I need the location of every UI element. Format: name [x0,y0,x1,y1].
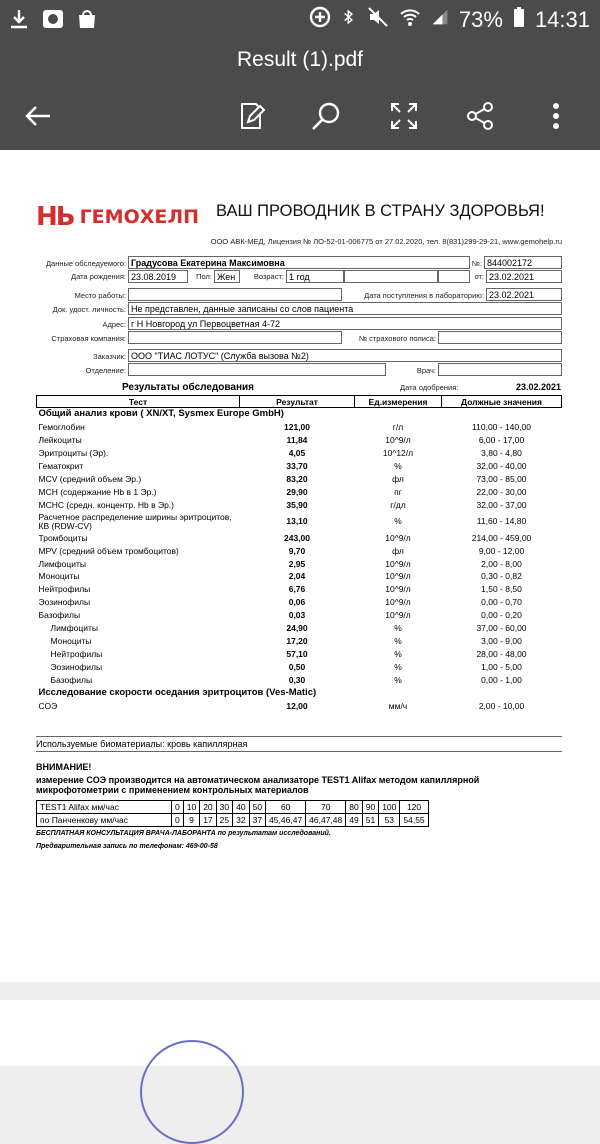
table-row [37,700,562,713]
reference-cell: 3,00 - 9,00 [481,636,522,647]
unit-cell: пг [394,486,402,497]
test-cell: МСНС (средн. концентр. Hb в Эр.) [38,499,174,510]
unit-cell: 10^9/л [385,558,411,569]
unit-cell: % [394,516,402,527]
test-cell: MPV (средний объем тромбоцитов) [38,545,179,556]
conversion-cell: 40 [233,801,249,814]
result-cell: 0,50 [288,662,306,673]
test-cell: Расчетное распределение ширины эритроцитов, КВ (RDW-CV) [38,511,232,531]
reference-cell: 22,00 - 30,00 [476,486,527,497]
logo-text: ГЕМОХЕЛП [79,206,200,228]
unit-cell: 10^9/л [385,597,411,608]
result-cell: 2,04 [288,571,306,582]
test-cell: Тромбоциты [38,532,88,543]
conversion-cell: 49 [346,814,362,827]
result-cell: 57,10 [286,649,308,660]
unit-cell: 10^9/л [385,584,411,595]
label-work: Место работы: [74,291,126,300]
edit-button[interactable] [232,96,272,136]
patient-name: Градусова Екатерина Максимовна [128,256,470,269]
empty-field [344,270,438,283]
reference-cell: 6,00 - 17,00 [478,434,525,445]
conversion-cell: 45,46,47 [266,814,306,827]
work-field [128,288,342,301]
label-doctor: Врач: [416,366,436,375]
expand-icon [388,100,420,132]
result-cell: 24,90 [286,623,308,634]
more-vert-icon [540,100,572,132]
sex: Жен [214,270,240,283]
reference-cell: 37,00 - 60,00 [476,623,527,634]
result-cell: 0,06 [288,597,306,608]
policy-field [438,331,562,344]
result-cell: 12,00 [286,701,308,712]
test-cell: Эритроциты (Эр). [38,447,109,458]
id-doc: Не представлен, данные записаны со слов пациента [128,302,562,315]
unit-cell: 10^9/л [385,571,411,582]
doctor-field [438,363,562,376]
result-cell: 0,03 [288,610,306,621]
label-no: №: [471,259,482,268]
conversion-cell: 0 [172,801,184,814]
table-row [37,635,562,648]
department-field [128,363,386,376]
conversion-cell: 100 [379,801,400,814]
conversion-cell: 10 [183,801,199,814]
birth-date: 23.08.2019 [128,270,188,283]
order-number: 844002172 [484,256,562,269]
table-row [37,532,562,545]
group-title-esr: Исследование скорости оседания эритроцитов (Ves-Matic) [38,687,317,699]
reference-cell: 214,00 - 459,00 [471,532,532,543]
conversion-cell: 37 [249,814,265,827]
result-cell: 4,05 [288,447,306,458]
conversion-cell: 90 [362,801,378,814]
test-cell: Базофилы [50,675,93,686]
reference-cell: 1,00 - 5,00 [481,662,522,673]
unit-cell: г/л [392,421,404,432]
reference-cell: 0,00 - 1,00 [481,675,522,686]
table-row [37,558,562,571]
test-cell: Базофилы [38,610,81,621]
test-cell: Нейтрофилы [50,649,103,660]
conversion-cell: 120 [400,801,428,814]
conversion-row-label: TEST1 Alifax мм/час [37,801,172,814]
test-cell: Лимфоциты [38,558,87,569]
label-sex: Пол: [196,272,212,281]
reference-cell: 32,00 - 37,00 [476,499,527,510]
conversion-table [36,800,429,827]
table-row [37,499,562,512]
conversion-cell: 53 [379,814,400,827]
unit-cell: 10^12/л [382,447,414,458]
unit-cell: фл [392,545,404,556]
table-row [37,512,562,532]
signal-icon [431,6,449,34]
col-header-result: Результат [240,396,355,408]
table-row [37,674,562,687]
table-row [37,583,562,596]
unit-cell: г/дл [390,499,406,510]
attention-title: ВНИМАНИЕ! [36,762,92,772]
reference-cell: 11,60 - 14,80 [476,516,527,527]
consultation-note: БЕСПЛАТНАЯ КОНСУЛЬТАЦИЯ ВРАЧА-ЛАБОРАНТА по результатам исследований. [36,830,331,837]
reference-cell: 0,00 - 0,70 [481,597,522,608]
reference-cell: 1,50 - 8,50 [481,584,522,595]
label-lab-date: Дата поступления в лабораторию: [364,291,484,300]
conversion-cell: 54,55 [400,814,428,827]
conversion-cell: 25 [216,814,232,827]
share-button[interactable] [460,96,500,136]
battery-icon [513,6,525,34]
reference-cell: 110,00 - 140,00 [472,421,531,432]
reference-cell: 2,00 - 10,00 [478,701,525,712]
back-arrow-icon [22,100,54,132]
col-header-reference: Должные значения [442,396,562,408]
result-cell: 6,76 [288,584,306,595]
license-line: ООО АВК-МЕД, Лицензия № ЛО-52-01-006775 от 27.02.2020, тел. 8(831)299-29-21, www.gemohelp.ru [210,237,562,246]
unit-cell: % [394,636,402,647]
result-cell: 243,00 [284,532,310,543]
bluetooth-icon [341,6,357,34]
reference-cell: 32,00 - 40,00 [476,460,527,471]
address: г Н Новгород ул Первоцветная 4-72 [128,317,562,330]
conversion-cell: 9 [183,814,199,827]
result-cell: 35,90 [286,499,308,510]
appointment-note: Предварительная запись по телефонам: 469-00-58 [36,843,218,850]
conversion-row [37,801,429,814]
reference-cell: 2,00 - 8,00 [481,558,522,569]
wifi-icon [399,6,421,34]
table-row [37,447,562,460]
conversion-row-label: по Панченкову мм/час [37,814,172,827]
table-row [37,434,562,447]
approval-date: 23.02.2021 [516,382,562,392]
download-icon [8,8,30,30]
reference-cell: 3,80 - 4,80 [481,447,522,458]
camera-app-icon [42,8,64,30]
unit-cell: фл [392,473,404,484]
results-table [36,395,562,713]
label-id-doc: Док. удост. личность: [52,305,126,314]
test-cell: Нейтрофилы [38,584,91,595]
conversion-cell: 17 [200,814,216,827]
fullscreen-button[interactable] [384,96,424,136]
edit-document-icon [236,100,268,132]
conversion-cell: 46,47,48 [306,814,346,827]
customer: ООО "ТИАС ЛОТУС" (Служба вызова №2) [128,349,562,362]
conversion-cell: 80 [346,801,362,814]
data-saver-icon [309,6,331,34]
table-row [37,661,562,674]
label-policy: № страхового полиса: [358,334,436,343]
col-header-test: Тест [37,396,240,408]
result-cell: 2,95 [288,558,306,569]
unit-cell: мм/ч [388,701,408,712]
result-cell: 0,30 [288,675,306,686]
seal-stamp [140,1040,244,1144]
logo-mark: НЬ [36,202,74,232]
biomaterial-line: Используемые биоматериалы: кровь капиллярная [36,736,562,752]
lab-date: 23.02.2021 [486,288,562,301]
test-cell: Лейкоциты [38,434,82,445]
gemohelp-logo [36,202,199,232]
table-row [37,648,562,661]
reference-cell: 0,00 - 0,20 [481,610,522,621]
battery-percent: 73% [458,7,503,32]
col-header-unit: Ед.измерения [355,396,442,408]
reference-cell: 9,00 - 12,00 [478,545,525,556]
label-from: от: [474,272,484,281]
result-cell: 9,70 [288,545,306,556]
table-row [37,622,562,635]
table-row [37,473,562,486]
insurer-field [128,331,342,344]
table-row [37,609,562,622]
unit-cell: 10^9/л [385,610,411,621]
clock: 14:31 [534,7,590,32]
group-title-cbc: Общий анализ крови ( XN/XT, Sysmex Europe GmbH) [38,408,284,419]
table-row [37,545,562,558]
conversion-cell: 0 [172,814,184,827]
pdf-page [0,150,600,982]
conversion-cell: 51 [362,814,378,827]
results-title: Результаты обследования [122,382,254,393]
result-cell: 29,90 [286,486,308,497]
unit-cell: % [394,623,402,634]
table-row [37,596,562,609]
label-dob: Дата рождения: [71,272,126,281]
label-patient: Данные обследуемого: [45,259,126,268]
result-cell: 121,00 [284,421,310,432]
result-cell: 17,20 [286,636,308,647]
age: 1 год [286,270,344,283]
back-button[interactable] [18,96,58,136]
document-title: Result (1).pdf [236,48,364,71]
reference-cell: 28,00 - 48,00 [476,649,527,660]
reference-cell: 0,30 - 0,82 [481,571,522,582]
share-icon [464,100,496,132]
test-cell: Лимфоциты [50,623,99,634]
label-approval-date: Дата одобрения: [400,383,459,392]
table-row [37,421,562,434]
unit-cell: % [394,649,402,660]
search-button[interactable] [306,96,346,136]
conversion-cell: 20 [200,801,216,814]
more-options-button[interactable] [536,96,576,136]
conversion-cell: 32 [233,814,249,827]
conversion-cell: 50 [249,801,265,814]
from-date: 23.02.2021 [486,270,562,283]
table-row [37,570,562,583]
unit-cell: % [394,675,402,686]
result-cell: 13,10 [286,516,308,527]
conversion-cell: 70 [306,801,346,814]
label-department: Отделение: [85,366,126,375]
test-cell: MCV (средний объем Эр.) [38,473,142,484]
test-cell: СОЭ [38,701,58,712]
search-icon [310,100,342,132]
test-cell: Гемоглобин [38,421,85,432]
label-customer: Заказчик: [93,352,126,361]
attention-text: измерение СОЭ производится на автоматическом анализаторе TEST1 Alifax методом капиллярной микрофотометрии с применением контрольных материалов [36,775,480,795]
test-cell: Моноциты [50,636,92,647]
conversion-row [37,814,429,827]
unit-cell: 10^9/л [385,434,411,445]
app-bar [0,42,600,150]
status-bar [0,0,600,42]
test-cell: Моноциты [38,571,80,582]
result-cell: 83,20 [286,473,308,484]
test-cell: МСН (содержание Hb в 1 Эр.) [38,486,157,497]
unit-cell: % [394,460,402,471]
test-cell: Гематокрит [38,460,84,471]
shopping-bag-icon [76,8,98,30]
slogan: ВАШ ПРОВОДНИК В СТРАНУ ЗДОРОВЬЯ! [216,202,545,220]
table-row [37,486,562,499]
result-cell: 11,84 [286,434,308,445]
label-address: Адрес: [102,320,126,329]
unit-cell: % [394,662,402,673]
label-age: Возраст: [253,272,284,281]
label-insurer: Страховая компания: [51,334,126,343]
test-cell: Эозинофилы [38,597,91,608]
unit-cell: 10^9/л [385,532,411,543]
conversion-cell: 60 [266,801,306,814]
table-row [37,460,562,473]
result-cell: 33,70 [286,460,308,471]
pdf-page-next [0,1000,600,1066]
mute-icon [367,6,389,34]
test-cell: Эозинофилы [50,662,103,673]
conversion-cell: 30 [216,801,232,814]
reference-cell: 73,00 - 85,00 [476,473,527,484]
